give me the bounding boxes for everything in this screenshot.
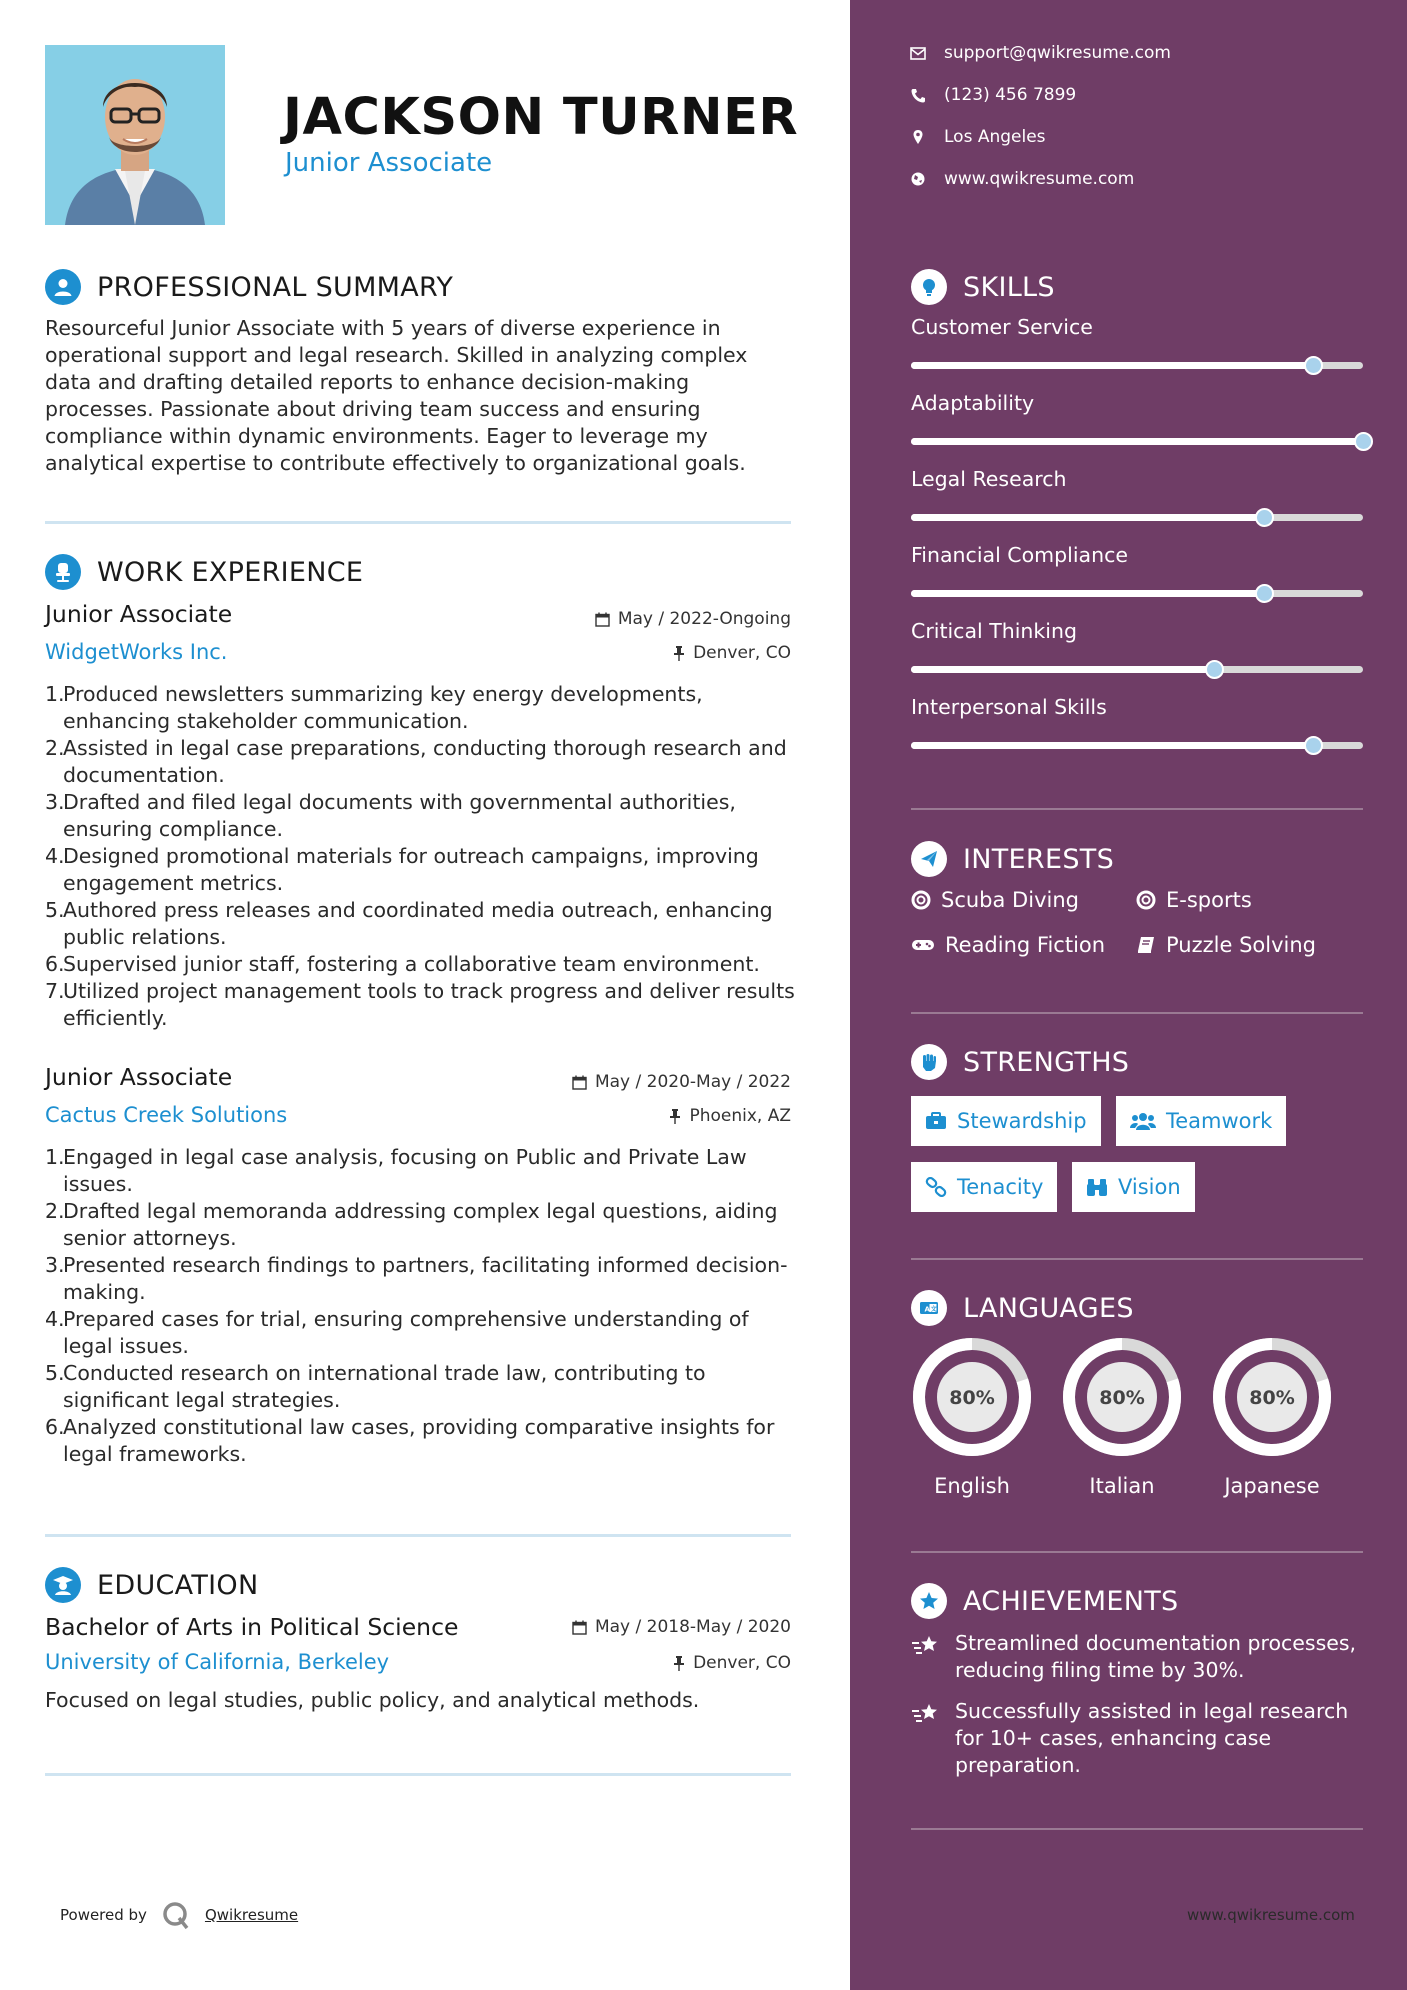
- section-divider: [45, 1773, 791, 1776]
- strength-label: Tenacity: [957, 1175, 1044, 1199]
- education-title: EDUCATION: [97, 1569, 259, 1601]
- section-divider: [911, 808, 1363, 810]
- job-dates-text: May / 2022-Ongoing: [617, 609, 791, 629]
- book-icon: [1136, 936, 1156, 954]
- interest-item: [911, 933, 1105, 957]
- skill-bar-fill: [911, 666, 1214, 673]
- list-item: 2. Assisted in legal case preparations, conducting thorough research and documentation.: [45, 736, 787, 787]
- skill-name: Interpersonal Skills: [911, 695, 1107, 719]
- skill-bar: [911, 514, 1363, 521]
- language-ring: [911, 1336, 1033, 1458]
- list-item: 5. Authored press releases and coordinated media outreach, enhancing public relations.: [45, 898, 773, 949]
- svg-text:文: 文: [930, 1305, 937, 1313]
- languages-title: LANGUAGES: [963, 1292, 1134, 1324]
- contact-location: [910, 127, 1046, 147]
- shooting-star-icon: [911, 1701, 941, 1725]
- contact-website[interactable]: [910, 169, 1134, 189]
- achievement-item: [911, 1698, 1366, 1779]
- gamepad-icon: [911, 937, 935, 953]
- interest-item: [911, 888, 1079, 912]
- strength-chip: [911, 1162, 1057, 1212]
- qwikresume-logo-icon: [161, 1900, 191, 1930]
- strength-chip: [1072, 1162, 1195, 1212]
- pin-icon: [673, 646, 685, 661]
- strength-chip: [1116, 1096, 1286, 1146]
- language-item: [911, 1336, 1033, 1498]
- svg-text:A: A: [924, 1305, 930, 1314]
- map-pin-icon: [910, 129, 926, 145]
- job-title: Junior Associate: [45, 600, 233, 628]
- skill-name: Customer Service: [911, 315, 1093, 339]
- contact-email-text: support@qwikresume.com: [944, 43, 1171, 63]
- job-dates: [595, 609, 791, 629]
- strength-label: Vision: [1118, 1175, 1181, 1199]
- skill-bar-fill: [911, 514, 1264, 521]
- skill-bar: [911, 742, 1363, 749]
- interest-label: Scuba Diving: [941, 888, 1079, 912]
- interest-item: [1136, 888, 1252, 912]
- experience-heading: [45, 554, 363, 590]
- calendar-icon: [572, 1075, 587, 1090]
- footer-url[interactable]: www.qwikresume.com: [1187, 1906, 1355, 1924]
- skill-name: Adaptability: [911, 391, 1035, 415]
- skill-bar: [911, 666, 1363, 673]
- language-percent: 80%: [1099, 1387, 1145, 1409]
- fist-icon: [911, 1044, 947, 1080]
- lifebuoy-icon: [1136, 890, 1156, 910]
- section-divider: [911, 1828, 1363, 1830]
- summary-heading: [45, 269, 453, 305]
- list-item: 5. Conducted research on international trade law, contributing to significant legal strategies.: [45, 1361, 706, 1412]
- achievements-title: ACHIEVEMENTS: [963, 1585, 1179, 1617]
- job-bullets: [45, 681, 797, 1032]
- binoculars-icon: [1086, 1177, 1108, 1197]
- graduate-icon: [45, 1567, 81, 1603]
- achievements-heading: [911, 1583, 1179, 1619]
- skill-bar-knob: [1255, 584, 1274, 603]
- job-dates-text: May / 2020-May / 2022: [594, 1072, 791, 1092]
- briefcase-chair-icon: [45, 554, 81, 590]
- skill-bar-fill: [911, 438, 1363, 445]
- calendar-icon: [572, 1620, 587, 1635]
- languages-heading: [911, 1290, 1134, 1326]
- contact-email[interactable]: [910, 43, 1171, 63]
- briefcase-icon: [925, 1112, 947, 1130]
- achievement-text: Successfully assisted in legal research for 10+ cases, enhancing case preparation.: [955, 1699, 1349, 1777]
- pin-icon: [669, 1109, 681, 1124]
- job-title: Junior Associate: [45, 1063, 233, 1091]
- language-percent: 80%: [949, 1387, 995, 1409]
- section-divider: [911, 1258, 1363, 1260]
- strengths-heading: [911, 1044, 1129, 1080]
- list-item: 1. Produced newsletters summarizing key energy developments, enhancing stakeholder communication.: [45, 682, 703, 733]
- phone-icon: [910, 88, 926, 103]
- section-divider: [911, 1012, 1363, 1014]
- degree-title: Bachelor of Arts in Political Science: [45, 1613, 459, 1641]
- lightbulb-icon: [911, 269, 947, 305]
- contact-website-text: www.qwikresume.com: [944, 169, 1135, 189]
- contact-phone[interactable]: [910, 85, 1076, 105]
- interests-heading: [911, 841, 1114, 877]
- contact-location-text: Los Angeles: [944, 127, 1046, 147]
- job-dates: [572, 1072, 791, 1092]
- calendar-icon: [595, 612, 610, 627]
- language-item: [1061, 1336, 1183, 1498]
- users-icon: [1130, 1112, 1156, 1130]
- skill-bar: [911, 438, 1363, 445]
- education-dates-text: May / 2018-May / 2020: [594, 1617, 791, 1637]
- candidate-role: Junior Associate: [285, 148, 493, 178]
- list-item: 1. Engaged in legal case analysis, focusing on Public and Private Law issues.: [45, 1145, 747, 1196]
- job-bullets: [45, 1144, 797, 1468]
- list-item: 2. Drafted legal memoranda addressing complex legal questions, aiding senior attorneys.: [45, 1199, 778, 1250]
- brand-link[interactable]: Qwikresume: [204, 1906, 299, 1924]
- job-location: [673, 643, 791, 663]
- section-divider: [45, 1534, 791, 1537]
- strength-label: Teamwork: [1166, 1109, 1273, 1133]
- pin-icon: [673, 1656, 685, 1671]
- education-dates: [572, 1617, 791, 1637]
- translate-icon: [911, 1290, 947, 1326]
- list-item: 6. Analyzed constitutional law cases, providing comparative insights for legal frameworks.: [45, 1415, 775, 1466]
- language-ring: [1061, 1336, 1183, 1458]
- interests-title: INTERESTS: [963, 843, 1115, 875]
- skill-bar: [911, 590, 1363, 597]
- skill-bar-knob: [1205, 660, 1224, 679]
- skill-bar-knob: [1255, 508, 1274, 527]
- section-divider: [45, 521, 791, 524]
- language-name: English: [934, 1474, 1010, 1498]
- strength-label: Stewardship: [957, 1109, 1087, 1133]
- interest-label: Reading Fiction: [945, 933, 1106, 957]
- contact-phone-text: (123) 456 7899: [944, 85, 1077, 105]
- strengths-title: STRENGTHS: [963, 1046, 1130, 1078]
- strength-chip: [911, 1096, 1101, 1146]
- job-location-text: Phoenix, AZ: [689, 1106, 791, 1126]
- summary-text: Resourceful Junior Associate with 5 years of diverse experience in operational support and legal research. Skilled in analyzing complex data and drafting detailed reports to enhance decision-making processes. Passionate about driving team success and ensuring compliance within dynamic environments. Eager to leverage my analytical expertise to contribute effectively to organizational goals.: [45, 316, 748, 475]
- powered-by: [60, 1900, 298, 1930]
- link-icon: [925, 1177, 947, 1197]
- star-badge-icon: [911, 1583, 947, 1619]
- skills-title: SKILLS: [963, 271, 1055, 303]
- user-icon: [45, 269, 81, 305]
- company-name: Cactus Creek Solutions: [45, 1103, 288, 1127]
- skill-bar: [911, 362, 1363, 369]
- achievement-item: [911, 1630, 1366, 1684]
- powered-by-text: Powered by: [60, 1906, 147, 1924]
- summary-title: PROFESSIONAL SUMMARY: [97, 271, 454, 303]
- job-location-text: Denver, CO: [693, 643, 791, 663]
- globe-icon: [910, 171, 926, 187]
- profile-photo: [45, 45, 225, 225]
- company-name: WidgetWorks Inc.: [45, 640, 228, 664]
- language-ring: [1211, 1336, 1333, 1458]
- list-item: 4. Prepared cases for trial, ensuring comprehensive understanding of legal issues.: [45, 1307, 749, 1358]
- envelope-icon: [910, 47, 926, 60]
- education-heading: [45, 1567, 258, 1603]
- language-item: [1211, 1336, 1333, 1498]
- achievement-text: Streamlined documentation processes, reducing filing time by 30%.: [955, 1631, 1357, 1682]
- language-name: Japanese: [1224, 1474, 1320, 1498]
- section-divider: [911, 1551, 1363, 1553]
- list-item: 4. Designed promotional materials for outreach campaigns, improving engagement metrics.: [45, 844, 759, 895]
- education-location: [673, 1653, 791, 1673]
- experience-title: WORK EXPERIENCE: [97, 556, 364, 588]
- shooting-star-icon: [911, 1633, 941, 1657]
- list-item: 3. Drafted and filed legal documents with governmental authorities, ensuring compliance.: [45, 790, 736, 841]
- school-name: University of California, Berkeley: [45, 1650, 390, 1674]
- skill-bar-fill: [911, 590, 1264, 597]
- paper-plane-icon: [911, 841, 947, 877]
- skills-heading: [911, 269, 1055, 305]
- list-item: 6. Supervised junior staff, fostering a collaborative team environment.: [45, 952, 760, 976]
- list-item: 7. Utilized project management tools to track progress and deliver results efficiently.: [45, 979, 795, 1030]
- skill-name: Financial Compliance: [911, 543, 1128, 567]
- skill-bar-fill: [911, 742, 1313, 749]
- lifebuoy-icon: [911, 890, 931, 910]
- skill-name: Critical Thinking: [911, 619, 1077, 643]
- interest-item: [1136, 933, 1316, 957]
- education-location-text: Denver, CO: [693, 1653, 791, 1673]
- skill-bar-knob: [1354, 432, 1373, 451]
- education-description: Focused on legal studies, public policy, and analytical methods.: [45, 1688, 700, 1712]
- language-name: Italian: [1089, 1474, 1155, 1498]
- list-item: 3. Presented research findings to partners, facilitating informed decision-making.: [45, 1253, 788, 1304]
- language-percent: 80%: [1249, 1387, 1295, 1409]
- interest-label: Puzzle Solving: [1166, 933, 1316, 957]
- interest-label: E-sports: [1166, 888, 1252, 912]
- skill-name: Legal Research: [911, 467, 1067, 491]
- skill-bar-fill: [911, 362, 1313, 369]
- job-location: [669, 1106, 791, 1126]
- candidate-name: JACKSON TURNER: [283, 88, 799, 147]
